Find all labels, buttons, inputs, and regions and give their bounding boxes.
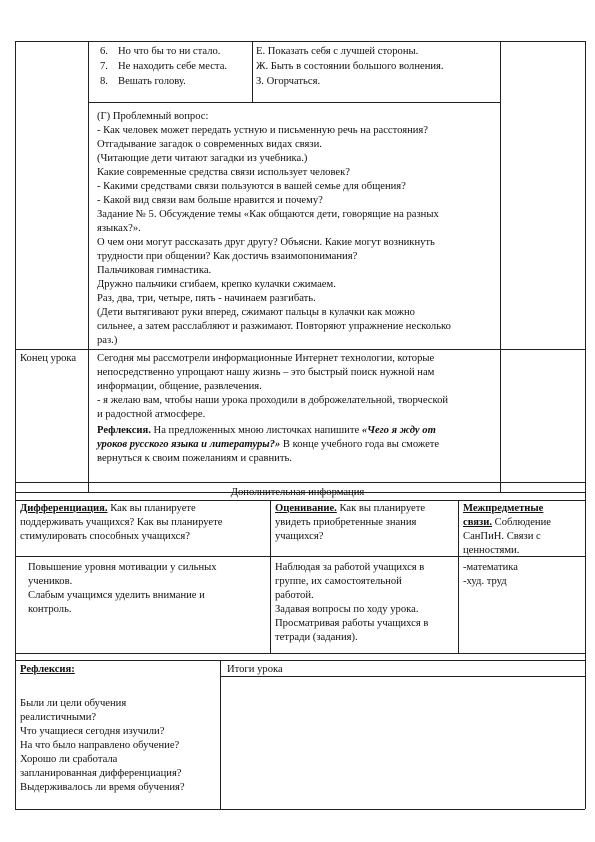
meaning-text: З. Огорчаться. <box>256 76 321 87</box>
end-lesson-line: вернуться к своим пожеланиям и сравнить. <box>97 453 292 464</box>
idiom-num: 8. <box>100 76 108 87</box>
reflection-question-cont: уроков русского языка и литературы?» <box>97 439 281 450</box>
assessment-body-line: Задавая вопросы по ходу урока. <box>275 604 419 615</box>
reflection-instruction-cont <box>97 438 439 451</box>
reflection-heading: Рефлексия: <box>20 664 75 675</box>
assessment-body-line: работой. <box>275 590 314 601</box>
differentiation-heading: Дифференциация. <box>20 503 108 514</box>
differentiation-body-line: Слабым учащимся уделить внимание и <box>28 590 205 601</box>
differentiation-body-line: Повышение уровня мотивации у сильных <box>28 562 217 573</box>
interdisciplinary-body-line: -математика <box>463 562 518 573</box>
end-lesson-line: - я желаю вам, чтобы наши урока проходили в доброжелательной, творческой <box>97 395 449 406</box>
task-line: Отгадывание загадок о современных видах связи. <box>97 139 322 150</box>
assessment-body-line: группе, их самостоятельной <box>275 576 402 587</box>
task-line: (Г) Проблемный вопрос: <box>97 111 209 122</box>
assessment-text: Как вы планируете <box>336 503 426 514</box>
task-line: - Как человек может передать устную и письменную речь на расстояния? <box>97 125 428 136</box>
assessment-text: учащихся? <box>275 531 324 542</box>
task-line: трудности при общении? Как достичь взаимопонимания? <box>97 251 358 262</box>
reflection-question-line: реалистичными? <box>20 712 97 723</box>
idiom-text: Но что бы то ни стало. <box>118 46 221 57</box>
differentiation-text: Как вы планируете <box>107 503 196 514</box>
assessment-body-line: Наблюдая за работой учащихся в <box>275 562 425 573</box>
meaning-text: Ж. Быть в состоянии большого волнения. <box>256 61 444 72</box>
idiom-num: 6. <box>100 46 108 57</box>
task-line: Дружно пальчики сгибаем, крепко кулачки сжимаем. <box>97 279 336 290</box>
reflection-after-text: В конце учебного года вы сможете <box>280 439 440 450</box>
assessment-text: увидеть приобретенные знания <box>275 517 417 528</box>
assessment-body-line: Просматривая работы учащихся в <box>275 618 429 629</box>
end-lesson-label: Конец урока <box>20 353 77 364</box>
task-line: Задание № 5. Обсуждение темы «Как общаются дети, говорящие на разных <box>97 209 439 220</box>
task-line: Пальчиковая гимнастика. <box>97 265 212 276</box>
idiom-num: 7. <box>100 61 108 72</box>
reflection-question-line: Хорошо ли сработала <box>20 754 118 765</box>
end-lesson-line: непосредственно упрощают нашу жизнь – это быстрый поиск нужной нам <box>97 367 435 378</box>
task-line: - Какими средствами связи пользуются в вашей семье для общения? <box>97 181 406 192</box>
idiom-text: Не находить себе места. <box>118 61 228 72</box>
differentiation-body-line: контроль. <box>28 604 72 615</box>
task-line: - Какой вид связи вам больше нравится и почему? <box>97 195 323 206</box>
assessment-heading: Оценивание. <box>275 503 337 514</box>
reflection-instruction <box>97 424 436 437</box>
task-line: раз.) <box>97 335 118 346</box>
task-line: языках?». <box>97 223 141 234</box>
task-line: Какие современные средства связи использует человек? <box>97 167 350 178</box>
assessment-body-line: тетради (задания). <box>275 632 358 643</box>
interdisciplinary-text: СанПиН. Связи с <box>463 531 541 542</box>
differentiation-body-line: учеников. <box>28 576 73 587</box>
task-line: сильнее, а затем расслабляют и разжимают. Повторяют упражнение несколько <box>97 321 451 332</box>
reflection-label: Рефлексия. <box>97 425 151 436</box>
end-lesson-line: информации, общение, развлечения. <box>97 381 262 392</box>
reflection-question-line: На что было направлено обучение? <box>20 740 180 751</box>
task-line: (Дети вытягивают руки вперед, сжимают пальцы в кулачки как можно <box>97 307 415 318</box>
interdisciplinary-body-line: -худ. труд <box>463 576 507 587</box>
reflection-question-line: Выдерживалось ли время обучения? <box>20 782 185 793</box>
reflection-question-line: Были ли цели обучения <box>20 698 127 709</box>
end-lesson-line: и радостной атмосфере. <box>97 409 206 420</box>
lesson-results-heading: Итоги урока <box>227 664 283 675</box>
interdisciplinary-text: ценностями. <box>463 545 520 556</box>
interdisciplinary-heading-cont: связи. <box>463 517 493 528</box>
reflection-question-line: запланированная дифференциация? <box>20 768 182 779</box>
reflection-question: «Чего я жду от <box>361 425 436 436</box>
reflection-instruction-text: На предложенных мною листочках напишите <box>150 425 362 436</box>
interdisciplinary-heading: Межпредметные <box>463 503 544 514</box>
idiom-text: Вешать голову. <box>118 76 186 87</box>
reflection-question-line: Что учащиеся сегодня изучили? <box>20 726 165 737</box>
meaning-text: Е. Показать себя с лучшей стороны. <box>256 46 419 57</box>
differentiation-text: поддерживать учащихся? Как вы планируете <box>20 517 223 528</box>
task-line: Раз, два, три, четыре, пять - начинаем разгибать. <box>97 293 316 304</box>
additional-info-title: Дополнительная информация <box>230 487 365 498</box>
differentiation-text: стимулировать способных учащихся? <box>20 531 190 542</box>
end-lesson-line: Сегодня мы рассмотрели информационные Интернет технологии, которые <box>97 353 435 364</box>
interdisciplinary-text: Соблюдение <box>492 517 551 528</box>
task-line: (Читающие дети читают загадки из учебника.) <box>97 153 308 164</box>
task-line: О чем они могут рассказать друг другу? Объясни. Какие могут возникнуть <box>97 237 435 248</box>
